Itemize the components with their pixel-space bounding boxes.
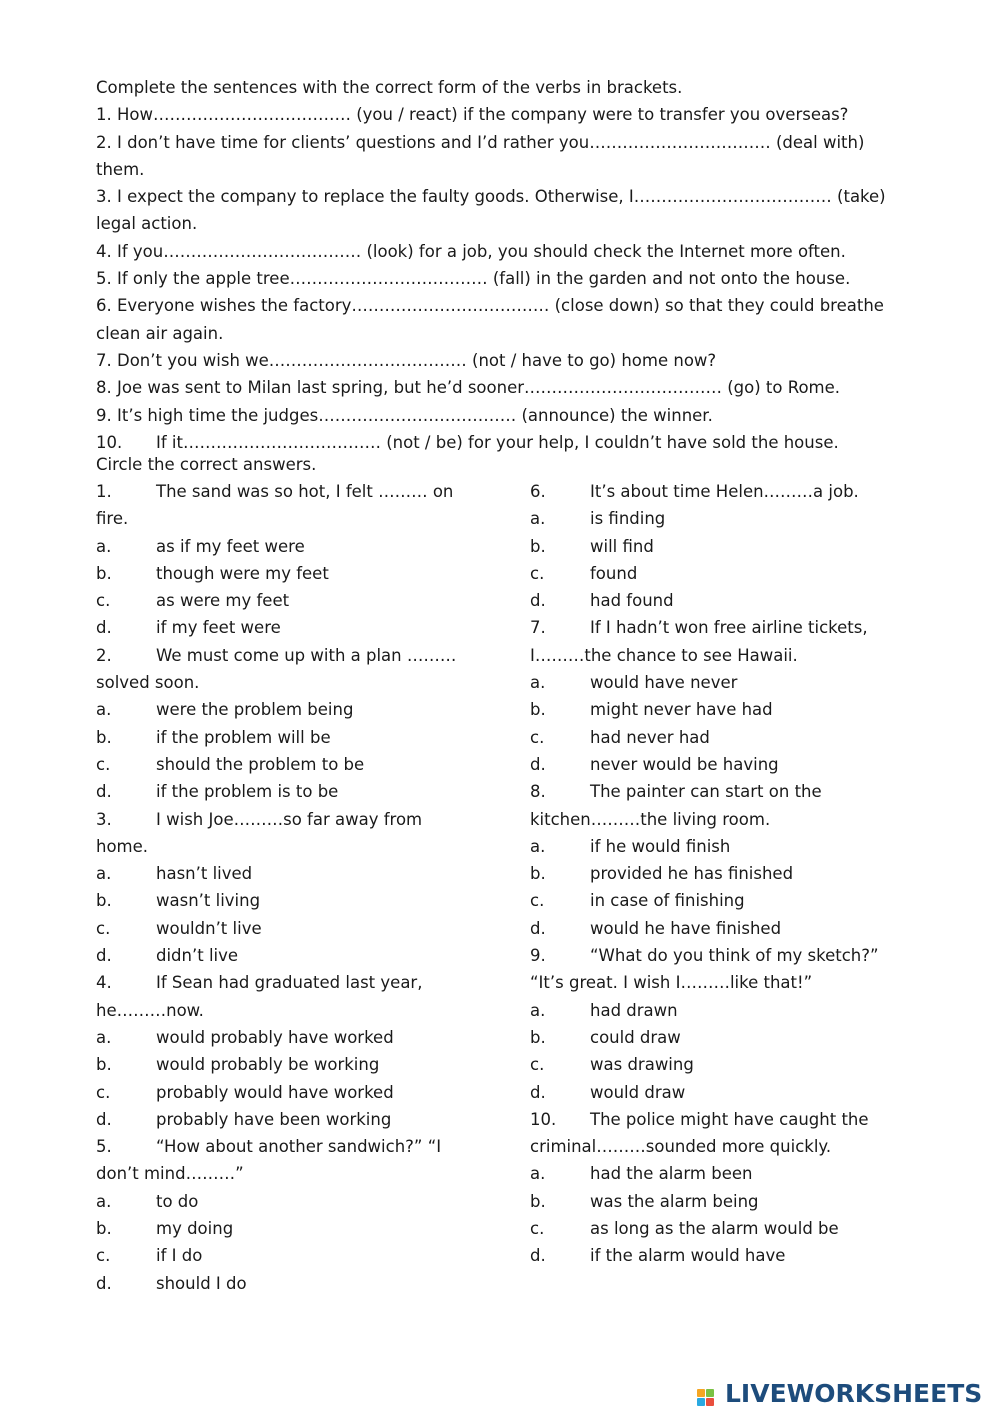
exercise-1-item-2: 2. I don’t have time for clients’ questions and I’d rather you…………………………… (deal with) them. bbox=[96, 132, 865, 179]
option-text: would have never bbox=[590, 673, 738, 693]
option-letter: c. bbox=[96, 1082, 111, 1102]
question-3 bbox=[96, 806, 476, 861]
answer-option[interactable] bbox=[530, 560, 910, 587]
question-text: “How about another sandwich?” “I don’t mind………” bbox=[96, 1137, 442, 1184]
option-text: probably have been working bbox=[156, 1109, 392, 1129]
answer-option[interactable] bbox=[96, 587, 476, 614]
question-text: The police might have caught the criminal………sounded more quickly. bbox=[530, 1109, 869, 1157]
option-letter: b. bbox=[530, 1027, 546, 1047]
option-letter: c. bbox=[530, 727, 545, 747]
option-letter: b. bbox=[96, 1055, 112, 1075]
answer-option[interactable] bbox=[530, 1188, 910, 1215]
question-number: 4. bbox=[96, 973, 112, 993]
answer-option[interactable] bbox=[530, 696, 910, 723]
answer-option[interactable] bbox=[530, 724, 910, 751]
option-letter: b. bbox=[96, 563, 112, 583]
option-letter: b. bbox=[530, 536, 546, 556]
option-letter: d. bbox=[530, 754, 546, 774]
question-text: If I hadn’t won free airline tickets, I………the chance to see Hawaii. bbox=[530, 618, 868, 665]
answer-option[interactable] bbox=[96, 751, 476, 778]
answer-option[interactable] bbox=[96, 1024, 476, 1051]
exercise-1-item-6: 6. Everyone wishes the factory……………………………… (close down) so that they could breathe clean air again. bbox=[96, 296, 884, 343]
answer-option[interactable] bbox=[530, 1242, 910, 1269]
option-letter: a. bbox=[96, 1191, 112, 1211]
option-letter: b. bbox=[530, 700, 546, 720]
question-number: 3. bbox=[96, 809, 112, 829]
answer-option[interactable] bbox=[96, 1106, 476, 1133]
exercise-1-item-7: 7. Don’t you wish we……………………………… (not / have to go) home now? bbox=[96, 350, 717, 370]
option-letter: a. bbox=[96, 1027, 112, 1047]
option-letter: d. bbox=[96, 946, 112, 966]
logo-block bbox=[697, 1398, 705, 1406]
option-text: would probably have worked bbox=[156, 1027, 394, 1047]
answer-option[interactable] bbox=[96, 1188, 476, 1215]
answer-option[interactable] bbox=[530, 1079, 910, 1106]
option-text: as long as the alarm would be bbox=[590, 1219, 839, 1239]
option-text: as if my feet were bbox=[156, 536, 305, 556]
question-number: 10. bbox=[530, 1109, 557, 1129]
question-8 bbox=[530, 778, 910, 833]
exercise-1-item-9: 9. It’s high time the judges……………………………… (announce) the winner. bbox=[96, 405, 713, 425]
option-text: probably would have worked bbox=[156, 1082, 394, 1102]
question-number: 2. bbox=[96, 645, 112, 665]
option-letter: a. bbox=[96, 536, 112, 556]
answer-option[interactable] bbox=[96, 614, 476, 641]
logo-block bbox=[706, 1389, 714, 1397]
answer-option[interactable] bbox=[96, 560, 476, 587]
exercise-2-left-column bbox=[96, 478, 476, 1297]
question-number: 7. bbox=[530, 618, 546, 638]
option-letter: d. bbox=[530, 1246, 546, 1266]
question-number: 1. bbox=[96, 482, 112, 501]
option-letter: a. bbox=[530, 1164, 546, 1184]
answer-option[interactable] bbox=[96, 778, 476, 805]
option-letter: b. bbox=[96, 727, 112, 747]
question-1 bbox=[96, 478, 476, 533]
option-text: were the problem being bbox=[156, 700, 354, 720]
option-letter: d. bbox=[530, 1082, 546, 1102]
question-text: We must come up with a plan ……… solved soon. bbox=[96, 645, 457, 693]
question-number: 9. bbox=[530, 946, 546, 966]
option-text: had found bbox=[590, 591, 674, 611]
answer-option[interactable] bbox=[96, 887, 476, 914]
exercise-2-right-column bbox=[530, 478, 910, 1270]
option-letter: c. bbox=[530, 1055, 545, 1075]
option-text: wouldn’t live bbox=[156, 918, 262, 938]
exercise-1-item-4: 4. If you……………………………… (look) for a job, you should check the Internet more often. bbox=[96, 241, 846, 261]
answer-option[interactable] bbox=[530, 833, 910, 860]
answer-option[interactable] bbox=[530, 1215, 910, 1242]
exercise-1-item-3: 3. I expect the company to replace the faulty goods. Otherwise, I……………………………… (take) legal action. bbox=[96, 187, 886, 234]
option-letter: a. bbox=[530, 836, 546, 856]
option-letter: a. bbox=[530, 673, 546, 693]
option-letter: c. bbox=[96, 754, 111, 774]
option-letter: d. bbox=[96, 782, 112, 802]
option-text: could draw bbox=[590, 1027, 681, 1047]
answer-option[interactable] bbox=[530, 915, 910, 942]
answer-option[interactable] bbox=[96, 1215, 476, 1242]
option-text: will find bbox=[590, 536, 654, 556]
option-letter: c. bbox=[530, 1219, 545, 1239]
exercise-1-item-1: 1. How……………………………… (you / react) if the company were to transfer you overseas? bbox=[96, 105, 849, 125]
option-text: was drawing bbox=[590, 1055, 694, 1075]
option-text: should I do bbox=[156, 1273, 247, 1293]
question-9 bbox=[530, 942, 910, 997]
option-text: had drawn bbox=[590, 1000, 678, 1020]
option-text: found bbox=[590, 563, 638, 583]
question-text: The sand was so hot, I felt ……… on fire. bbox=[96, 482, 454, 529]
option-text: if he would finish bbox=[590, 836, 731, 856]
question-4 bbox=[96, 969, 476, 1024]
option-text: might never have had bbox=[590, 700, 773, 720]
answer-option[interactable] bbox=[96, 915, 476, 942]
answer-option[interactable] bbox=[530, 1051, 910, 1078]
question-2 bbox=[96, 642, 476, 697]
option-text: wasn’t living bbox=[156, 891, 261, 911]
answer-option[interactable] bbox=[530, 533, 910, 560]
option-text: to do bbox=[156, 1191, 199, 1211]
option-letter: d. bbox=[96, 1273, 112, 1293]
answer-option[interactable] bbox=[530, 587, 910, 614]
option-text: would probably be working bbox=[156, 1055, 380, 1075]
option-letter: c. bbox=[530, 563, 545, 583]
answer-option[interactable] bbox=[96, 724, 476, 751]
option-text: if the problem will be bbox=[156, 727, 331, 747]
answer-option[interactable] bbox=[530, 860, 910, 887]
answer-option[interactable] bbox=[96, 1270, 476, 1297]
option-letter: a. bbox=[96, 864, 112, 884]
option-letter: d. bbox=[530, 918, 546, 938]
option-text: if I do bbox=[156, 1246, 203, 1266]
option-text: was the alarm being bbox=[590, 1191, 759, 1211]
option-text: would draw bbox=[590, 1082, 686, 1102]
liveworksheets-logo bbox=[697, 1378, 982, 1408]
answer-option[interactable] bbox=[96, 1051, 476, 1078]
answer-option[interactable] bbox=[96, 533, 476, 560]
option-letter: a. bbox=[530, 1000, 546, 1020]
option-letter: d. bbox=[530, 591, 546, 611]
item-text: If it……………………………… (not / be) for your help, I couldn’t have sold the house. bbox=[156, 432, 839, 452]
option-text: had never had bbox=[590, 727, 710, 747]
option-letter: c. bbox=[530, 891, 545, 911]
option-text: provided he has finished bbox=[590, 864, 794, 884]
exercise-1-item-8: 8. Joe was sent to Milan last spring, but he’d sooner……………………………… (go) to Rome. bbox=[96, 378, 841, 398]
item-number: 10. bbox=[96, 432, 123, 452]
option-letter: d. bbox=[96, 618, 112, 638]
exercise-1-instruction: Complete the sentences with the correct form of the verbs in brackets. bbox=[96, 78, 683, 97]
option-text: would he have finished bbox=[590, 918, 782, 938]
question-text: It’s about time Helen………a job. bbox=[590, 482, 859, 501]
question-number: 8. bbox=[530, 782, 546, 802]
answer-option[interactable] bbox=[530, 887, 910, 914]
question-number: 6. bbox=[530, 482, 546, 501]
answer-option[interactable] bbox=[530, 1024, 910, 1051]
logo-block bbox=[697, 1389, 705, 1397]
exercise-1-item-5: 5. If only the apple tree……………………………… (fall) in the garden and not onto the house. bbox=[96, 269, 851, 289]
question-text: The painter can start on the kitchen………the living room. bbox=[530, 782, 822, 829]
question-6 bbox=[530, 478, 910, 505]
option-text: my doing bbox=[156, 1219, 234, 1239]
question-10 bbox=[530, 1106, 910, 1161]
exercise-2-instruction: Circle the correct answers. bbox=[96, 455, 317, 474]
question-text: If Sean had graduated last year, he………now. bbox=[96, 973, 423, 1020]
question-number: 5. bbox=[96, 1137, 112, 1157]
option-letter: c. bbox=[96, 591, 111, 611]
option-text: never would be having bbox=[590, 754, 779, 774]
answer-option[interactable] bbox=[96, 1079, 476, 1106]
option-text: had the alarm been bbox=[590, 1164, 753, 1184]
option-letter: c. bbox=[96, 1246, 111, 1266]
exercise-1 bbox=[96, 74, 916, 456]
answer-option[interactable] bbox=[96, 1242, 476, 1269]
option-letter: a. bbox=[530, 509, 546, 529]
option-letter: b. bbox=[96, 1219, 112, 1239]
logo-text: LIVEWORKSHEETS bbox=[725, 1378, 983, 1408]
liveworksheets-blocks-icon bbox=[697, 1380, 723, 1406]
answer-option[interactable] bbox=[530, 997, 910, 1024]
option-letter: b. bbox=[530, 864, 546, 884]
option-letter: c. bbox=[96, 918, 111, 938]
option-text: hasn’t lived bbox=[156, 864, 253, 884]
answer-option[interactable] bbox=[530, 669, 910, 696]
option-text: if the alarm would have bbox=[590, 1246, 786, 1266]
option-letter: d. bbox=[96, 1109, 112, 1129]
answer-option[interactable] bbox=[96, 696, 476, 723]
option-text: didn’t live bbox=[156, 946, 239, 966]
question-text: I wish Joe………so far away from home. bbox=[96, 809, 423, 856]
answer-option[interactable] bbox=[96, 860, 476, 887]
logo-block bbox=[706, 1398, 714, 1406]
option-text: should the problem to be bbox=[156, 754, 365, 774]
option-text: is finding bbox=[590, 509, 666, 529]
option-text: if my feet were bbox=[156, 618, 281, 638]
answer-option[interactable] bbox=[530, 751, 910, 778]
option-letter: a. bbox=[96, 700, 112, 720]
answer-option[interactable] bbox=[530, 505, 910, 532]
question-5 bbox=[96, 1133, 476, 1188]
answer-option[interactable] bbox=[96, 942, 476, 969]
option-letter: b. bbox=[96, 891, 112, 911]
option-text: in case of finishing bbox=[590, 891, 745, 911]
option-letter: b. bbox=[530, 1191, 546, 1211]
option-text: though were my feet bbox=[156, 563, 329, 583]
option-text: as were my feet bbox=[156, 591, 290, 611]
question-7 bbox=[530, 614, 910, 669]
answer-option[interactable] bbox=[530, 1160, 910, 1187]
question-text: “What do you think of my sketch?” “It’s great. I wish I………like that!” bbox=[530, 946, 879, 993]
option-text: if the problem is to be bbox=[156, 782, 339, 802]
